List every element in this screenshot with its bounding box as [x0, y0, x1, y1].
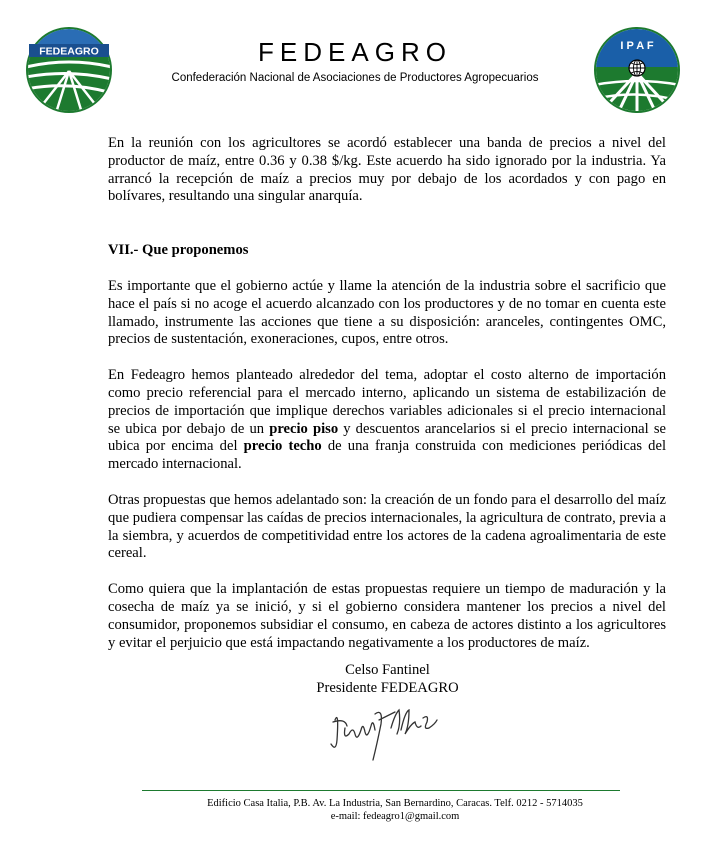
bold-term-precio-piso: precio piso	[269, 420, 339, 437]
text-segment: En Fedeagro hemos planteado alrededor del tema, adoptar el costo alterno de importación como precio referencial para el mercado interno, aplicando un sistema de estabilización de precios de importación que implique derechos variables adicionales si el precio internacional se ubica por debajo de un	[108, 367, 666, 437]
footer-email: e-mail: fedeagro1@gmail.com	[330, 811, 460, 822]
section-heading: VII.- Que proponemos	[108, 242, 249, 259]
signoff	[280, 662, 495, 698]
paragraph-fedeagro-proposal	[108, 367, 666, 474]
text-segment: y descuentos arancelarios si el precio internacional se ubica por encima del	[108, 420, 666, 455]
bold-term-precio-techo: precio techo	[243, 438, 322, 455]
paragraph-subsidy: Como quiera que la implantación de estas propuestas requiere un tiempo de maduración y la cosecha de maíz ya se inició, y si el gobierno considera mantener los precios a nivel del consumidor, proponemos subsidiar el consumo, en cabeza de actores distinto a los agricultores y evitar el perjuicio que está impactando negativamente a los productores de maíz.	[108, 581, 666, 651]
footer-address: Edificio Casa Italia, P.B. Av. La Industria, San Bernardino, Caracas. Telf. 0212 - 5714035	[207, 798, 583, 809]
letterhead	[0, 0, 720, 120]
organization-name: FEDEAGRO	[258, 37, 452, 67]
signer-name: Celso Fantinel	[345, 662, 430, 678]
paragraph-other-proposals: Otras propuestas que hemos adelantado son: la creación de un fondo para el desarrollo del maíz que pudiera compensar las caídas de precios internacionales, la agricultura de contrato, previa a la siembra, y acuerdos de competitividad entre los actores de la cadena agroalimentaria de este cereal.	[108, 491, 667, 562]
letter-body	[108, 135, 666, 652]
handwritten-signature	[325, 700, 445, 766]
ipaf-logo-text: I P A F	[620, 40, 654, 52]
paragraph-price-band: En la reunión con los agricultores se acordó establecer una banda de precios a nivel del productor de maíz, entre 0.36 y 0.38 $/kg. Este acuerdo ha sido ignorado por la industria. Ya arrancó la recepción de maíz a precios muy por debajo de los acordados y con pago en bolívares, resultando una singular anarquía.	[108, 135, 666, 205]
fedeagro-logo-text: FEDEAGRO	[39, 45, 99, 58]
text-segment: de una franja construida con mediciones periódicas del mercado internacional.	[108, 438, 666, 473]
footer-divider	[142, 790, 620, 791]
ipaf-logo	[594, 27, 680, 113]
signer-role: Presidente FEDEAGRO	[316, 679, 459, 696]
paragraph-government-action: Es importante que el gobierno actúe y llame la atención de la industria sobre el sacrificio que hace el país si no acoge el acuerdo alcanzado con los productores y de no tomar en cuenta este llamado, instrumente las acciones que tiene a su disposición: aranceles, contingentes OMC, precios de sustentación, exoneraciones, cupos, entre otros.	[108, 277, 666, 348]
footer	[142, 797, 648, 823]
organization-subtitle: Confederación Nacional de Asociaciones de Productores Agropecuarios	[171, 72, 539, 84]
fedeagro-logo	[26, 27, 112, 113]
